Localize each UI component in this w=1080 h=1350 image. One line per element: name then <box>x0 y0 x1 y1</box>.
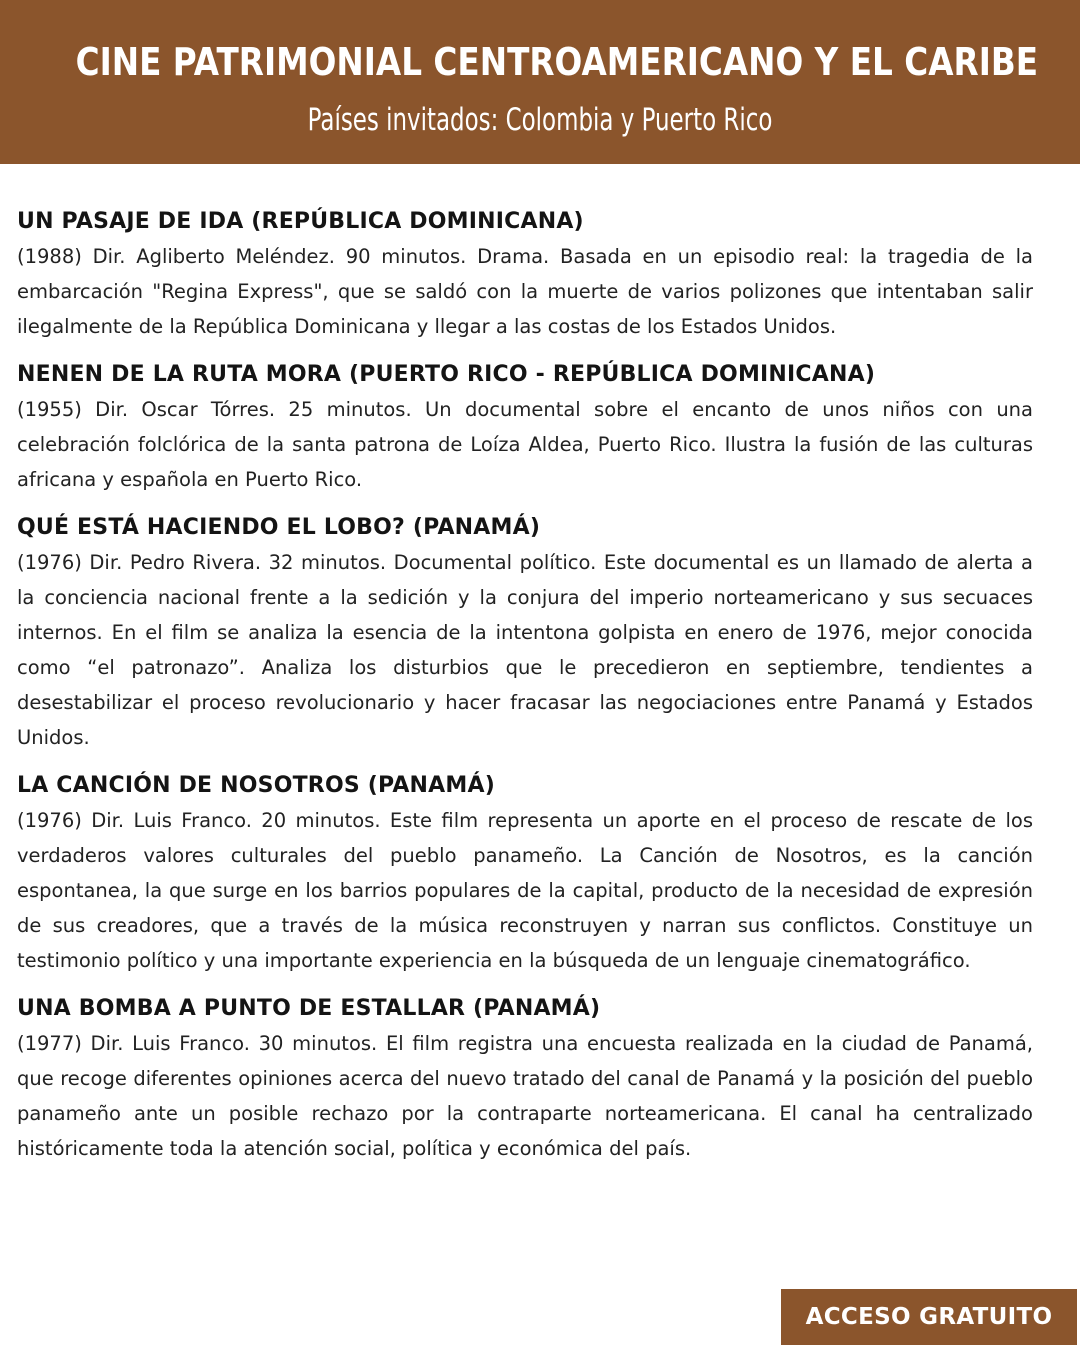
film-title: QUÉ ESTÁ HACIENDO EL LOBO? (PANAMÁ) <box>17 515 541 540</box>
film-title: UN PASAJE DE IDA (REPÚBLICA DOMINICANA) <box>17 209 584 234</box>
film-entry <box>17 992 1033 1166</box>
film-entry <box>17 511 1033 755</box>
film-entry <box>17 205 1033 344</box>
film-description: (1976) Dir. Luis Franco. 20 minutos. Este film representa un aporte en el proceso de rescate de los verdaderos valores culturales del pueblo panameño. La Canción de Nosotros, es la canción espontanea, la que surge en los barrios populares de la capital, producto de la necesidad de expresión de sus creadores, que a través de la música reconstruyen y narran sus conflictos. Constituye un testimonio político y una importante experiencia en la búsqueda de un lenguaje cinematográfico. <box>17 809 1033 972</box>
film-title: LA CANCIÓN DE NOSOTROS (PANAMÁ) <box>17 773 495 798</box>
film-description: (1988) Dir. Agliberto Meléndez. 90 minutos. Drama. Basada en un episodio real: la tragedia de la embarcación "Regina Express", que se saldó con la muerte de varios polizones que intentaban salir ilegalmente de la República Dominicana y llegar a las costas de los Estados Unidos. <box>17 245 1033 338</box>
film-title: NENEN DE LA RUTA MORA (PUERTO RICO - REPÚBLICA DOMINICANA) <box>17 362 876 387</box>
free-access-badge: ACCESO GRATUITO <box>781 1289 1077 1345</box>
film-list <box>17 205 1033 1180</box>
header-banner <box>0 0 1080 164</box>
page-title: CINE PATRIMONIAL CENTROAMERICANO Y EL CARIBE <box>75 40 1039 84</box>
page-subtitle: Países invitados: Colombia y Puerto Rico <box>307 102 773 138</box>
film-title: UNA BOMBA A PUNTO DE ESTALLAR (PANAMÁ) <box>17 996 601 1021</box>
film-entry <box>17 358 1033 497</box>
film-entry <box>17 769 1033 978</box>
film-description: (1955) Dir. Oscar Tórres. 25 minutos. Un documental sobre el encanto de unos niños con una celebración folclórica de la santa patrona de Loíza Aldea, Puerto Rico. Ilustra la fusión de las culturas africana y española en Puerto Rico. <box>17 398 1033 491</box>
film-description: (1977) Dir. Luis Franco. 30 minutos. El film registra una encuesta realizada en la ciudad de Panamá, que recoge diferentes opiniones acerca del nuevo tratado del canal de Panamá y la posición del pueblo panameño ante un posible rechazo por la contraparte norteamericana. El canal ha centralizado históricamente toda la atención social, política y económica del país. <box>17 1032 1033 1160</box>
film-description: (1976) Dir. Pedro Rivera. 32 minutos. Documental político. Este documental es un llamado de alerta a la conciencia nacional frente a la sedición y la conjura del imperio norteamericano y sus secuaces internos. En el film se analiza la esencia de la intentona golpista en enero de 1976, mejor conocida como “el patronazo”. Analiza los disturbios que le precedieron en septiembre, tendientes a desestabilizar el proceso revolucionario y hacer fracasar las negociaciones entre Panamá y Estados Unidos. <box>17 551 1033 749</box>
